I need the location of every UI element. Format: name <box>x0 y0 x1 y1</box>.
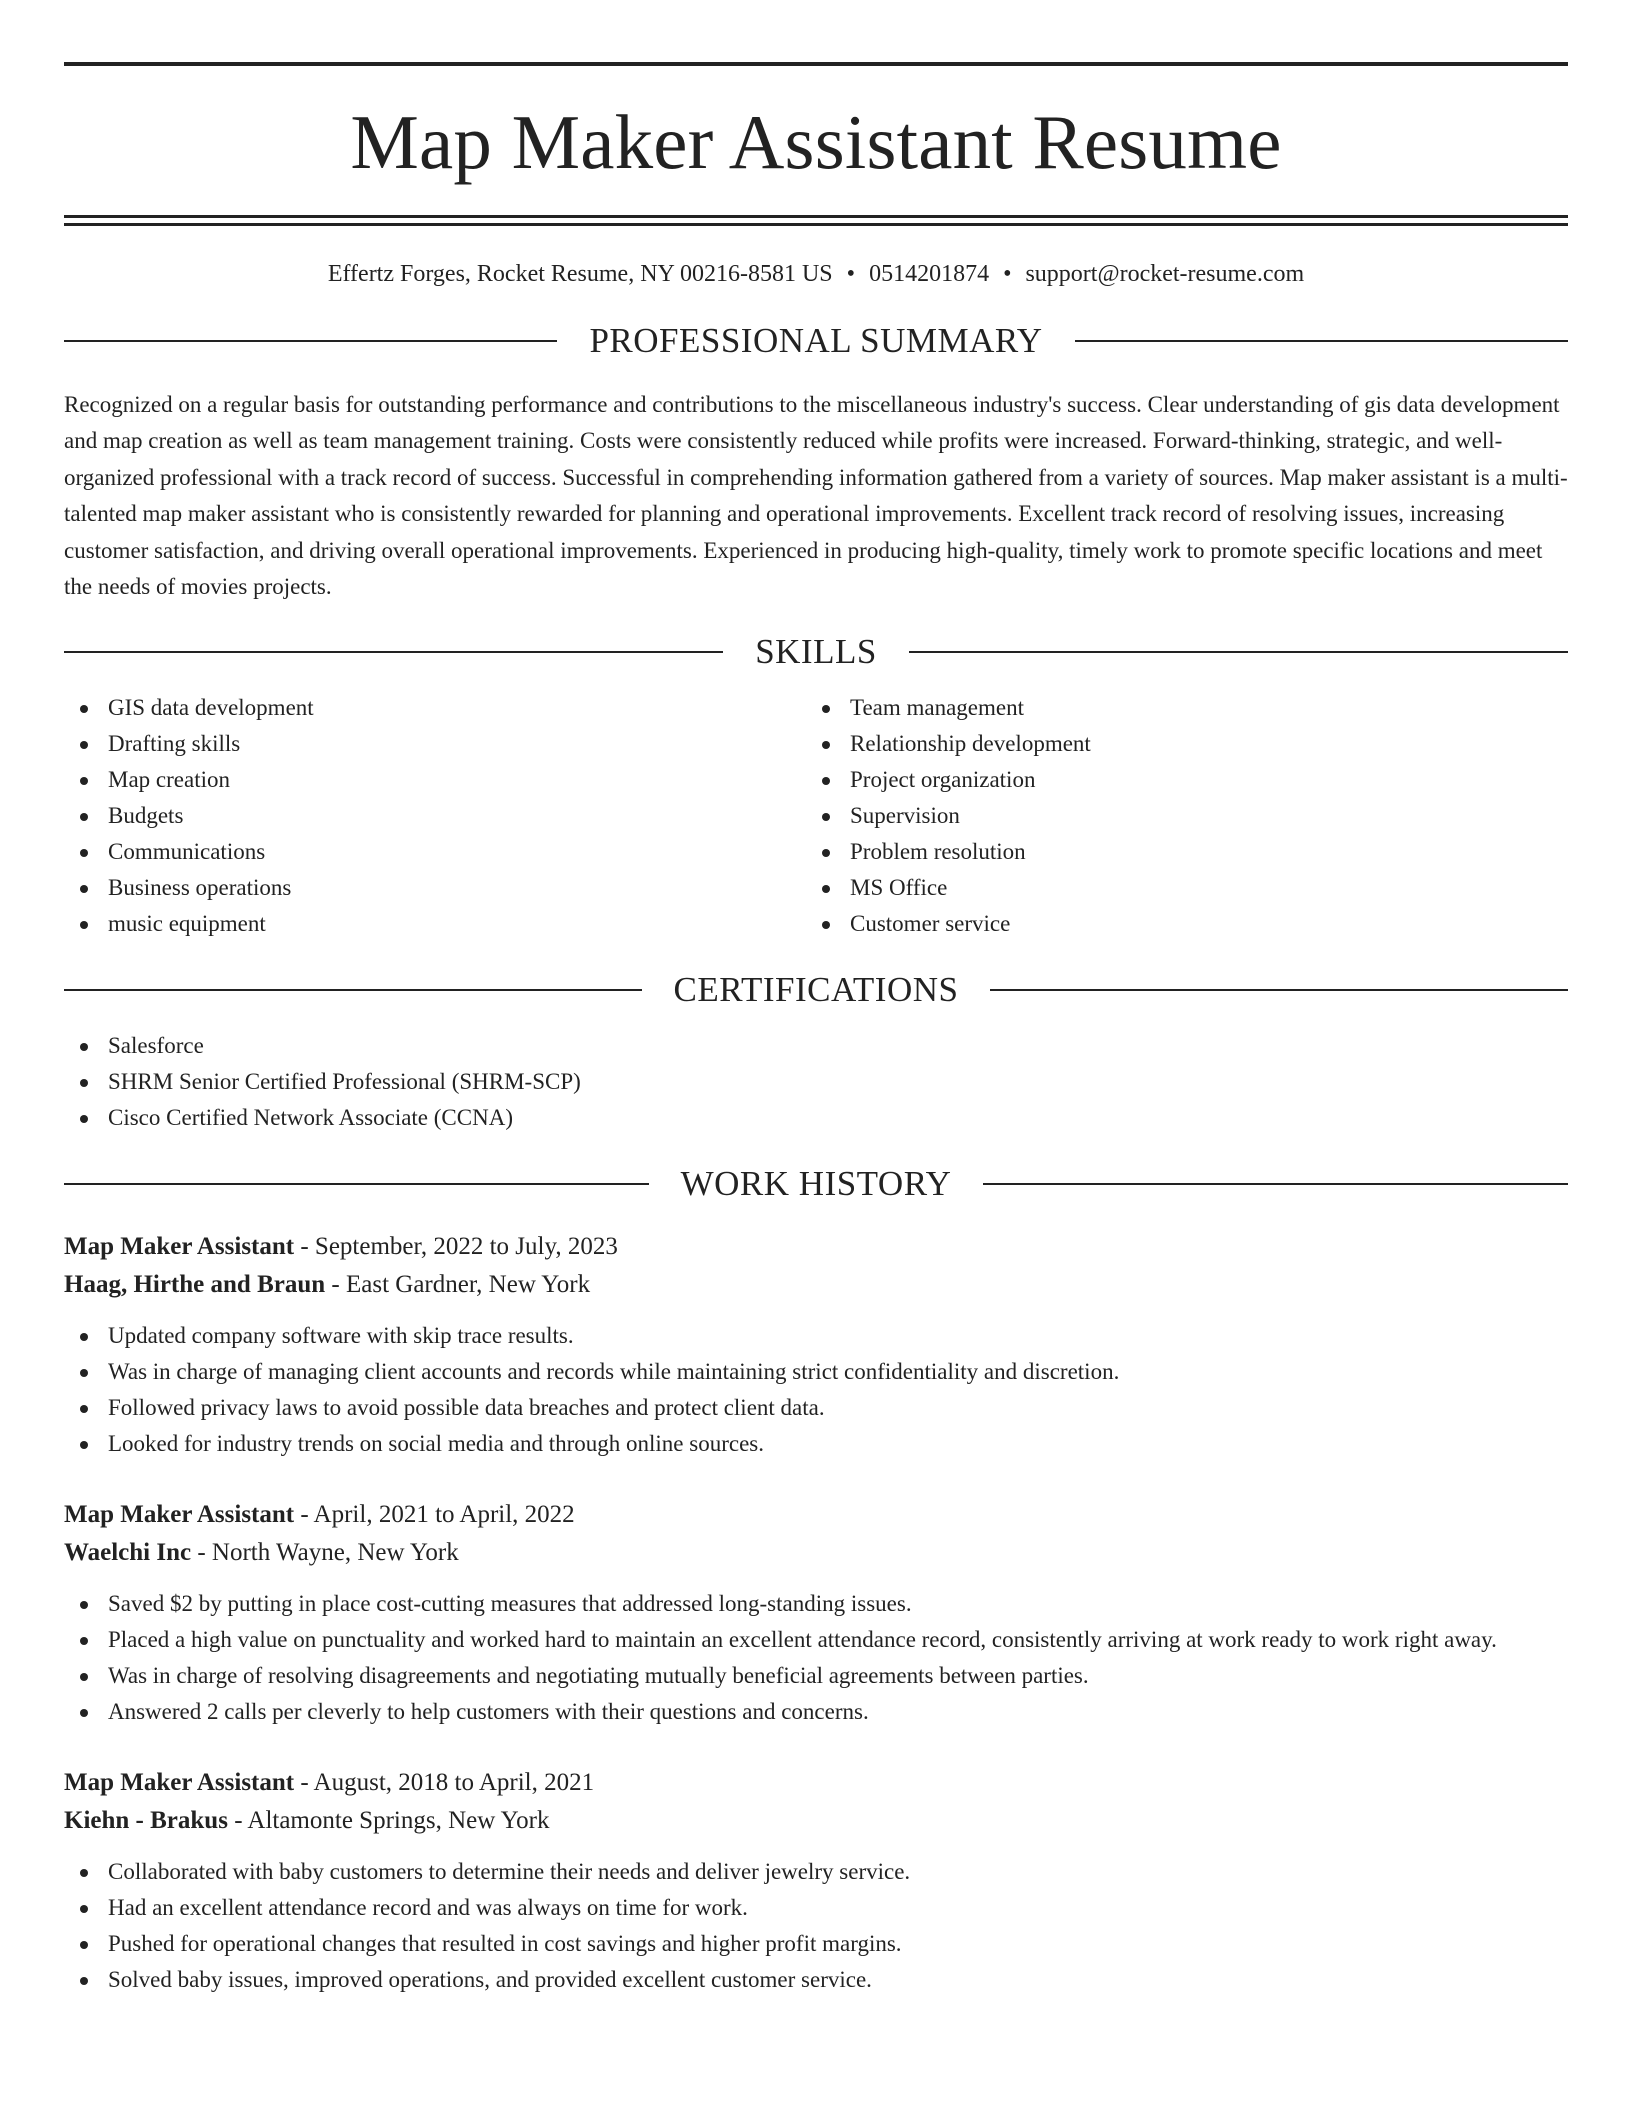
section-rule <box>64 989 642 991</box>
job-bullet: Followed privacy laws to avoid possible data breaches and protect client data. <box>64 1390 1568 1426</box>
job-company: Haag, Hirthe and Braun <box>64 1270 326 1298</box>
job-title: Map Maker Assistant <box>64 1232 295 1260</box>
certification-item: SHRM Senior Certified Professional (SHRM-SCP) <box>64 1064 1568 1100</box>
contact-address: Effertz Forges, Rocket Resume, NY 00216-8581 US <box>327 261 833 287</box>
skill-item: Team management <box>806 690 1548 726</box>
job-bullet: Looked for industry trends on social media and through online sources. <box>64 1426 1568 1462</box>
section-rule <box>983 1183 1568 1185</box>
job-dates: - August, 2018 to April, 2021 <box>294 1768 595 1796</box>
skill-item: Drafting skills <box>64 726 806 762</box>
skill-item: Project organization <box>806 762 1548 798</box>
section-header-skills <box>64 632 1568 672</box>
section-header-certifications <box>64 970 1568 1010</box>
job-dates: - April, 2021 to April, 2022 <box>294 1500 575 1528</box>
skills-list <box>64 690 1568 942</box>
job-bullet: Collaborated with baby customers to determine their needs and deliver jewelry service. <box>64 1854 1568 1890</box>
job-title-line <box>64 1228 1568 1266</box>
job-title-line <box>64 1764 1568 1802</box>
section-rule <box>64 651 723 653</box>
skill-item: Budgets <box>64 798 806 834</box>
skill-item: Supervision <box>806 798 1548 834</box>
contact-separator: • <box>1003 261 1012 287</box>
skill-item: MS Office <box>806 870 1548 906</box>
job-company: Kiehn - Brakus <box>64 1806 228 1834</box>
section-rule <box>990 989 1568 991</box>
job-company: Waelchi Inc <box>64 1538 192 1566</box>
skill-item: GIS data development <box>64 690 806 726</box>
resume-title: Map Maker Assistant Resume <box>350 99 1282 185</box>
section-title-work-history: WORK HISTORY <box>680 1164 952 1204</box>
top-rule <box>64 62 1568 66</box>
job-bullet: Solved baby issues, improved operations, and provided excellent customer service. <box>64 1962 1568 1998</box>
section-rule <box>64 1183 649 1185</box>
section-header-work-history <box>64 1164 1568 1204</box>
job-entry <box>64 1764 1568 1998</box>
job-title: Map Maker Assistant <box>64 1768 295 1796</box>
contact-line <box>64 260 1568 289</box>
skill-item: Map creation <box>64 762 806 798</box>
job-bullet: Was in charge of resolving disagreements and negotiating mutually beneficial agreements between parties. <box>64 1658 1568 1694</box>
job-company-line <box>64 1802 1568 1840</box>
job-dates: - September, 2022 to July, 2023 <box>294 1232 618 1260</box>
job-company-line <box>64 1266 1568 1304</box>
skill-item: Relationship development <box>806 726 1548 762</box>
skills-column-left <box>64 690 806 942</box>
certifications-list <box>64 1028 1568 1136</box>
job-bullet: Answered 2 calls per cleverly to help customers with their questions and concerns. <box>64 1694 1568 1730</box>
job-bullet: Saved $2 by putting in place cost-cutting measures that addressed long-standing issues. <box>64 1586 1568 1622</box>
skills-column-right <box>806 690 1548 942</box>
job-entry <box>64 1496 1568 1730</box>
section-title-skills: SKILLS <box>755 632 877 672</box>
skill-item: Business operations <box>64 870 806 906</box>
job-bullet: Was in charge of managing client accounts and records while maintaining strict confidentiality and discretion. <box>64 1354 1568 1390</box>
section-rule <box>1075 340 1568 342</box>
contact-email: support@rocket-resume.com <box>1025 261 1305 287</box>
job-title: Map Maker Assistant <box>64 1500 295 1528</box>
section-title-certifications: CERTIFICATIONS <box>673 970 959 1010</box>
skill-item: music equipment <box>64 906 806 942</box>
title-double-rule <box>64 215 1568 226</box>
skill-item: Problem resolution <box>806 834 1548 870</box>
section-title-summary: PROFESSIONAL SUMMARY <box>589 321 1043 361</box>
job-bullet: Had an excellent attendance record and was always on time for work. <box>64 1890 1568 1926</box>
skill-item: Customer service <box>806 906 1548 942</box>
job-title-line <box>64 1496 1568 1534</box>
job-bullet: Updated company software with skip trace results. <box>64 1318 1568 1354</box>
job-company-line <box>64 1534 1568 1572</box>
section-rule <box>909 651 1568 653</box>
job-location: - Altamonte Springs, New York <box>227 1806 550 1834</box>
section-header-summary <box>64 321 1568 361</box>
contact-separator: • <box>846 261 856 287</box>
certification-item: Salesforce <box>64 1028 1568 1064</box>
job-bullet: Pushed for operational changes that resulted in cost savings and higher profit margins. <box>64 1926 1568 1962</box>
section-rule <box>64 340 557 342</box>
job-bullets <box>64 1586 1568 1730</box>
job-entry <box>64 1228 1568 1462</box>
certification-item: Cisco Certified Network Associate (CCNA) <box>64 1100 1568 1136</box>
job-location: - North Wayne, New York <box>191 1538 459 1566</box>
job-bullets <box>64 1318 1568 1462</box>
job-location: - East Gardner, New York <box>325 1270 591 1298</box>
job-bullets <box>64 1854 1568 1998</box>
skill-item: Communications <box>64 834 806 870</box>
job-bullet: Placed a high value on punctuality and worked hard to maintain an excellent attendance record, consistently arriving at work ready to work right away. <box>64 1622 1568 1658</box>
summary-paragraph: Recognized on a regular basis for outstanding performance and contributions to the miscellaneous industry's success. Clear understanding of gis data development and map creation as well as team management training. Costs were consistently reduced while profits were increased. Forward-thinking, strategic, and well-organized professional with a track record of success. Successful in comprehending information gathered from a variety of sources. Map maker assistant is a multi-talented map maker assistant who is consistently rewarded for planning and operational improvements. Excellent track record of resolving issues, increasing customer satisfaction, and driving overall operational improvements. Experienced in producing high-quality, timely work to promote specific locations and meet the needs of movies projects. <box>64 391 1568 600</box>
contact-phone: 0514201874 <box>869 261 990 287</box>
